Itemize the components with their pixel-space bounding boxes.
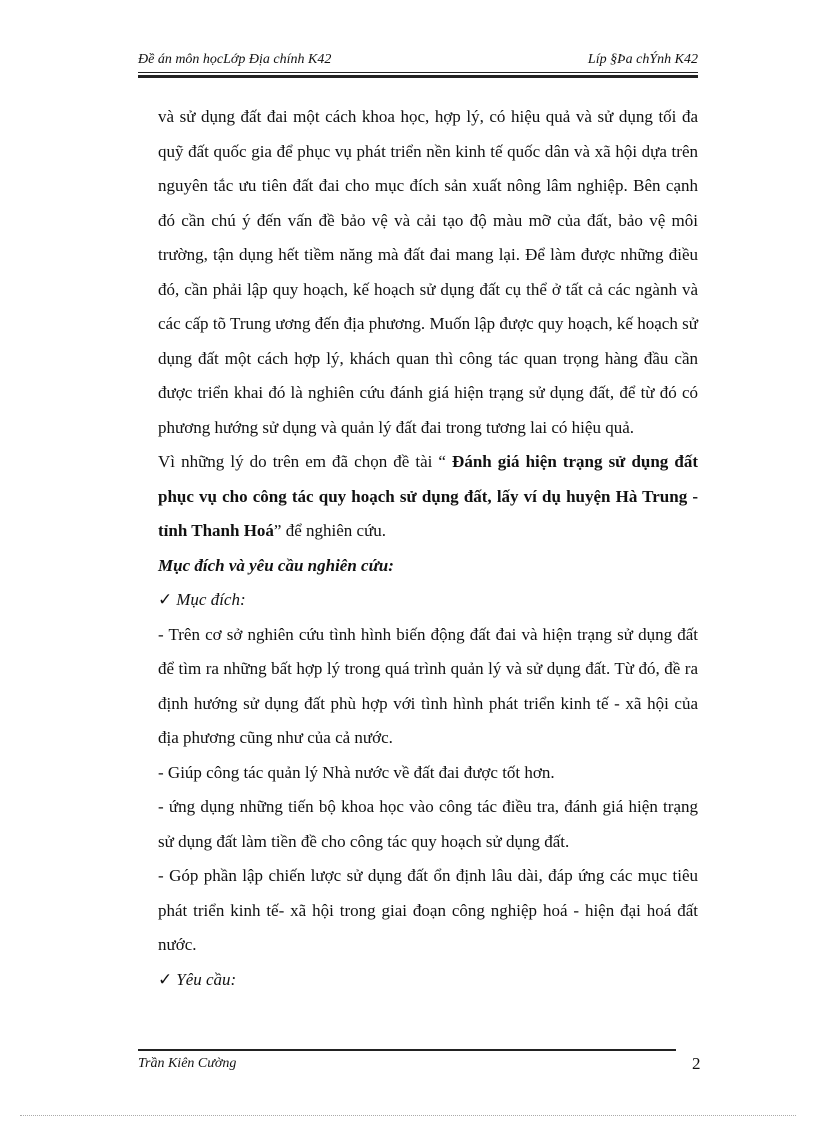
header-left-text: Đề án môn họcLớp Địa chính K42 [138,52,332,67]
check-icon: ✓ [158,590,173,609]
purpose-bullet-4: - Góp phần lập chiến lược sử dụng đất ổn định lâu dài, đáp ứng các mục tiêu phát triển kinh tế- xã hội trong giai đoạn công nghiệp hoá - hiện đại hoá đất nước. [158,866,698,954]
purpose-bullet-1: - Trên cơ sở nghiên cứu tình hình biến động đất đai và hiện trạng sử dụng đất để tìm ra những bất hợp lý trong quá trình quản lý và sử dụng đất. Từ đó, đề ra định hướng sử dụng đất phù hợp với tình hình phát triển kinh tế - xã hội của địa phương cũng như của cả nước. [158,624,698,747]
header-right-text: Líp §Þa chÝnh K42 [587,52,698,67]
section-heading: Mục đích và yêu cầu nghiên cứu: [158,555,394,575]
purpose-item [158,583,698,618]
topic-tail: ” để nghiên cứu. [273,521,387,540]
topic-title: Đánh giá hiện trạng sử dụng đất phục vụ cho công tác quy hoạch sử dụng đất, lấy ví dụ huyện Hà Trung - tỉnh Thanh Hoá [158,452,698,540]
requirement-item [158,963,698,998]
page-header [138,52,698,72]
paragraph-intro: và sử dụng đất đai một cách khoa học, hợp lý, có hiệu quả và sử dụng tối đa quỹ đất quốc gia để phục vụ phát triển nền kinh tế quốc dân và xã hội dựa trên nguyên tắc ưu tiên đất đai cho mục đích sản xuất nông lâm nghiệp. Bên cạnh đó cần chú ý đến vấn đề bảo vệ và cải tạo độ màu mỡ của đất, bảo vệ môi trường, tận dụng hết tiềm năng mà đất đai mang lại. Để làm được những điều đó, cần phải lập quy hoạch, kế hoạch sử dụng đất cụ thể ở tất cả các ngành và các cấp tõ Trung ương đến địa phương. Muốn lập được quy hoạch, kế hoạch sử dụng đất một cách hợp lý, khách quan thì công tác quan trọng hàng đầu cần được triển khai đó là nghiên cứu đánh giá hiện trạng sử dụng đất, để từ đó có phương hướng sử dụng và quản lý đất đai trong tương lai có hiệu quả. [158,107,698,437]
check-icon: ✓ [158,969,173,989]
header-rule-thick [138,75,698,78]
footer-rule [138,1049,676,1051]
footer-author: Trần Kiên Cường [138,1056,237,1071]
header-rule-thin [138,72,698,73]
purpose-bullet-2: - Giúp công tác quản lý Nhà nước về đất đai được tốt hơn. [158,762,555,782]
page-bottom-dotted-line [20,1115,796,1116]
document-body [158,100,698,997]
requirement-label: Yêu cầu: [176,969,237,989]
paragraph-topic [158,445,698,549]
purpose-label: Mục đích: [176,590,246,609]
page-number: 2 [692,1054,701,1073]
purpose-bullet-3: - ứng dụng những tiến bộ khoa học vào công tác điều tra, đánh giá hiện trạng sử dụng đất làm tiền đề cho công tác quy hoạch sử dụng đất. [158,797,698,851]
topic-lead: Vì những lý do trên em đã chọn đề tài “ [158,452,453,471]
